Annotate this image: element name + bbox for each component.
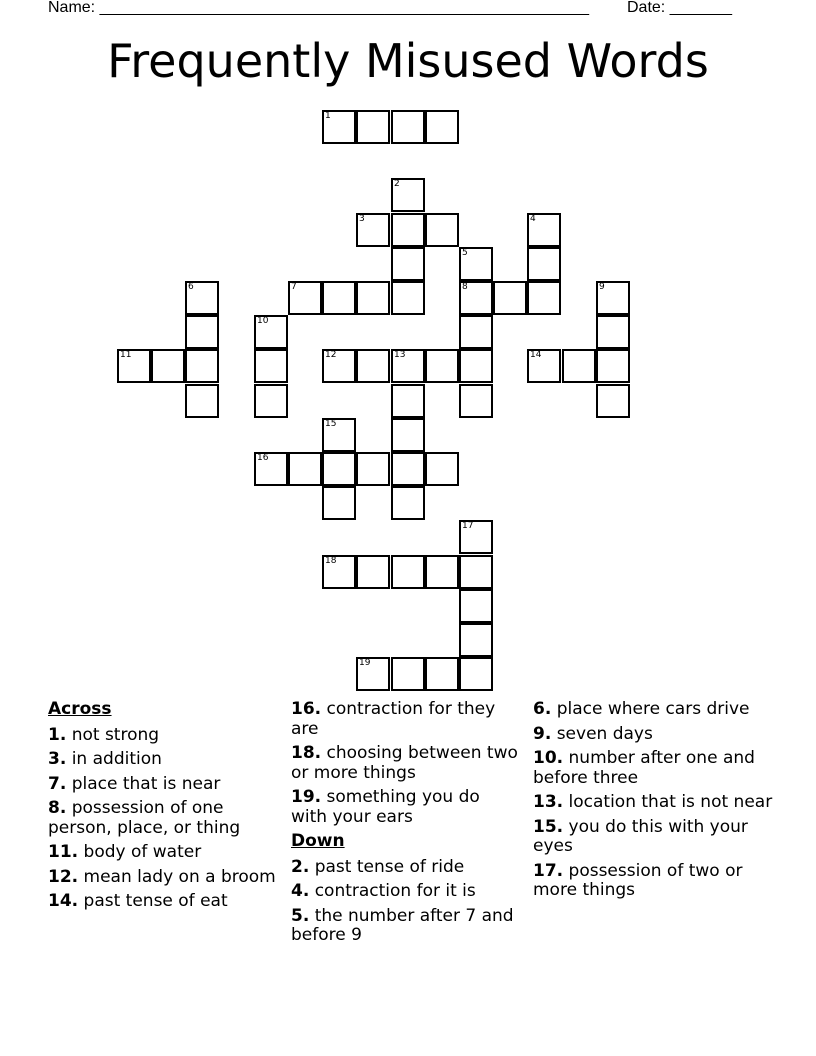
clue-number: 13	[394, 350, 406, 360]
clue-item	[291, 907, 521, 946]
crossword-cell[interactable]	[185, 349, 219, 383]
crossword-cell[interactable]	[391, 178, 425, 212]
clues-column-1	[48, 700, 278, 917]
clue-item-number: 12.	[48, 866, 79, 887]
crossword-cell[interactable]	[391, 657, 425, 691]
clue-number: 19	[359, 658, 371, 668]
page-title: Frequently Misused Words	[107, 34, 709, 88]
crossword-cell[interactable]	[527, 349, 561, 383]
clue-item	[48, 892, 278, 912]
clue-number: 12	[325, 350, 337, 360]
clue-item	[48, 726, 278, 746]
crossword-cell[interactable]	[459, 657, 493, 691]
crossword-cell[interactable]	[425, 555, 459, 589]
clue-item-text: something you do with your ears	[291, 787, 480, 827]
clue-item	[291, 788, 521, 827]
crossword-cell[interactable]	[391, 213, 425, 247]
clue-item	[533, 749, 773, 788]
clue-item-text: the number after 7 and before 9	[291, 905, 514, 945]
crossword-cell[interactable]	[322, 349, 356, 383]
down-heading: Down	[291, 831, 345, 851]
clue-number: 8	[462, 282, 468, 292]
clue-item-number: 9.	[533, 723, 552, 744]
clue-item-text: you do this with your eyes	[533, 816, 748, 856]
clue-item	[48, 775, 278, 795]
clue-item-number: 2.	[291, 856, 310, 877]
clue-item	[48, 868, 278, 888]
crossword-cell[interactable]	[356, 213, 390, 247]
clue-number: 15	[325, 419, 337, 429]
crossword-cell[interactable]	[254, 384, 288, 418]
clue-item-number: 8.	[48, 798, 67, 818]
crossword-cell[interactable]	[322, 418, 356, 452]
clue-number: 5	[462, 248, 468, 258]
clue-item-number: 15.	[533, 816, 564, 837]
crossword-cell[interactable]	[356, 657, 390, 691]
clue-item-number: 3.	[48, 749, 67, 769]
clue-item-number: 11.	[48, 842, 79, 862]
crossword-cell[interactable]	[391, 247, 425, 281]
clue-item-text: past tense of ride	[314, 856, 465, 877]
clue-item-number: 13.	[533, 792, 564, 812]
crossword-cell[interactable]	[185, 384, 219, 418]
clue-number: 1	[325, 111, 331, 121]
clue-item	[533, 793, 773, 813]
crossword-cell[interactable]	[459, 281, 493, 315]
crossword-cell[interactable]	[493, 281, 527, 315]
crossword-cell[interactable]	[391, 384, 425, 418]
clue-number: 9	[599, 282, 605, 292]
clue-item-text: possession of two or more things	[533, 860, 743, 900]
clue-number: 16	[257, 453, 269, 463]
clue-item	[291, 858, 521, 878]
clue-item-text: past tense of eat	[83, 891, 228, 911]
clue-item-number: 19.	[291, 787, 322, 807]
crossword-cell[interactable]	[254, 315, 288, 349]
crossword-cell[interactable]	[322, 281, 356, 315]
crossword-cell[interactable]	[596, 349, 630, 383]
crossword-cell[interactable]	[356, 349, 390, 383]
name-label: Name:	[48, 0, 96, 16]
clue-item-text: location that is not near	[568, 792, 773, 812]
crossword-cell[interactable]	[391, 452, 425, 486]
clue-number: 10	[257, 316, 269, 326]
clue-item	[48, 799, 278, 838]
clue-item-text: seven days	[556, 723, 653, 744]
clue-number: 3	[359, 214, 365, 224]
crossword-cell[interactable]	[425, 213, 459, 247]
clue-item-number: 5.	[291, 905, 310, 926]
clue-item-number: 6.	[533, 699, 552, 719]
clue-item-text: in addition	[71, 749, 162, 769]
crossword-cell[interactable]	[596, 281, 630, 315]
clue-number: 6	[188, 282, 194, 292]
crossword-cell[interactable]	[322, 555, 356, 589]
clue-item	[291, 882, 521, 902]
clue-item	[291, 744, 521, 783]
crossword-cell[interactable]	[185, 315, 219, 349]
clue-number: 18	[325, 556, 337, 566]
clue-number: 2	[394, 179, 400, 189]
crossword-cell[interactable]	[254, 349, 288, 383]
clue-item-text: mean lady on a broom	[83, 866, 276, 887]
crossword-cell[interactable]	[391, 349, 425, 383]
crossword-cell[interactable]	[356, 281, 390, 315]
crossword-cell[interactable]	[425, 657, 459, 691]
crossword-cell[interactable]	[459, 555, 493, 589]
crossword-cell[interactable]	[425, 452, 459, 486]
crossword-cell[interactable]	[596, 315, 630, 349]
crossword-cell[interactable]	[391, 281, 425, 315]
clue-item-text: choosing between two or more things	[291, 743, 518, 783]
clue-item-text: body of water	[83, 842, 202, 862]
crossword-cell[interactable]	[459, 623, 493, 657]
crossword-cell[interactable]	[288, 281, 322, 315]
clue-item	[533, 862, 773, 901]
clue-number: 4	[530, 214, 536, 224]
crossword-cell[interactable]	[459, 520, 493, 554]
crossword-cell[interactable]	[117, 349, 151, 383]
clue-item-text: place where cars drive	[556, 699, 750, 719]
crossword-cell[interactable]	[185, 281, 219, 315]
clue-item-number: 16.	[291, 699, 322, 719]
crossword-cell[interactable]	[151, 349, 185, 383]
clue-item-number: 7.	[48, 773, 67, 794]
crossword-cell[interactable]	[562, 349, 596, 383]
clue-item-number: 4.	[291, 881, 310, 901]
clue-item	[48, 843, 278, 863]
crossword-cell[interactable]	[425, 349, 459, 383]
crossword-cell[interactable]	[459, 247, 493, 281]
clue-item-number: 10.	[533, 748, 564, 768]
clue-item-number: 1.	[48, 724, 67, 745]
crossword-cell[interactable]	[459, 349, 493, 383]
clue-item-number: 17.	[533, 860, 564, 881]
crossword-cell[interactable]	[356, 110, 390, 144]
date-label: Date:	[627, 0, 666, 16]
crossword-cell[interactable]	[391, 555, 425, 589]
crossword-cell[interactable]	[322, 110, 356, 144]
clue-number: 17	[462, 521, 474, 531]
clue-item-text: place that is near	[71, 773, 221, 794]
clue-item	[48, 750, 278, 770]
date-line[interactable]: _______	[669, 0, 732, 16]
crossword-cell[interactable]	[596, 384, 630, 418]
crossword-cell[interactable]	[527, 213, 561, 247]
clue-item-text: contraction for they are	[291, 699, 496, 739]
crossword-cell[interactable]	[425, 110, 459, 144]
name-line[interactable]: _______________________________________________________	[99, 0, 589, 16]
clue-item	[291, 700, 521, 739]
crossword-cell[interactable]	[288, 452, 322, 486]
crossword-cell[interactable]	[391, 110, 425, 144]
clue-item	[533, 700, 773, 720]
clues-column-2	[291, 700, 521, 951]
clue-number: 14	[530, 350, 542, 360]
clue-item-number: 18.	[291, 743, 322, 763]
clue-number: 11	[120, 350, 132, 360]
crossword-cell[interactable]	[459, 384, 493, 418]
crossword-cell[interactable]	[459, 589, 493, 623]
clue-item-text: possession of one person, place, or thing	[48, 798, 241, 838]
across-heading: Across	[48, 699, 112, 719]
crossword-cell[interactable]	[527, 247, 561, 281]
crossword-cell[interactable]	[356, 555, 390, 589]
crossword-cell[interactable]	[322, 486, 356, 520]
crossword-cell[interactable]	[527, 281, 561, 315]
clue-number: 7	[291, 282, 297, 292]
clue-item-text: contraction for it is	[314, 881, 476, 901]
clue-item	[533, 725, 773, 745]
clue-item-number: 14.	[48, 891, 79, 911]
crossword-cell[interactable]	[322, 452, 356, 486]
crossword-cell[interactable]	[254, 452, 288, 486]
clue-item-text: number after one and before three	[533, 748, 755, 788]
clue-item-text: not strong	[71, 724, 160, 745]
crossword-cell[interactable]	[459, 315, 493, 349]
clues-column-3	[533, 700, 773, 906]
crossword-cell[interactable]	[391, 418, 425, 452]
clue-item	[533, 818, 773, 857]
crossword-cell[interactable]	[391, 486, 425, 520]
crossword-cell[interactable]	[356, 452, 390, 486]
